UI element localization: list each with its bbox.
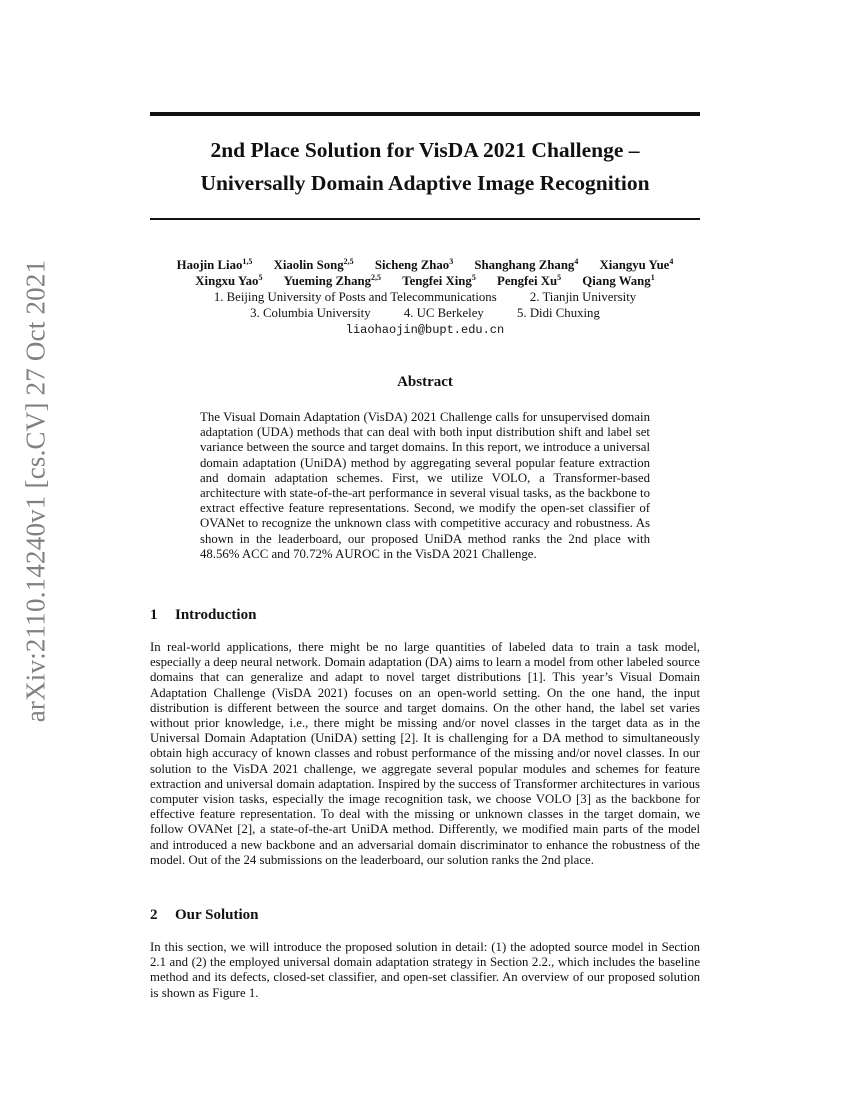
author: Tengfei Xing$^5$ [402,273,476,288]
author: Haojin Liao$^{1,5}$ [176,257,253,272]
affiliation: 3. Columbia University [250,306,371,320]
affiliation: 4. UC Berkeley [403,306,484,320]
affiliation: 5. Didi Chuxing [517,306,600,320]
author: Xiaolin Song$^{2,5}$ [273,257,354,272]
author: Xingxu Yao$^5$ [195,273,263,288]
email-row [130,321,720,338]
title-top-rule [150,112,700,116]
affiliation: 2. Tianjin University [529,290,637,304]
author: Yueming Zhang$^{2,5}$ [283,273,382,288]
section-title: Our Solution [175,907,259,923]
section-1-paragraph: In real-world applications, there might be no large quantities of labeled data to train a task model, especially a deep neural network. Domain adaptation (DA) aims to learn a model from other labeled source domains that can generalize and adapt to novel target distributions [1]. This year’s Visual Domain Adaptation Challenge (VisDA 2021) focuses on an open-world setting. On the one hand, the input distribution is different between the source and target domains. On the other hand, the label set varies without prior knowledge, i.e., there might be missing and/or novel classes in the target data as in the Universal Domain Adaptation (UniDA) setting [2]. It is challenging for a DA method to simultaneously obtain high accuracy of known classes and robust performance of the missing and/or novel classes. In our solution to the VisDA 2021 challenge, we aggregate several popular modules and schemes for feature extraction and universal domain adaptation. Inspired by the success of Transformer architectures in various computer vision tasks, especially the image recognition task, we choose VOLO [3] as the backbone for effective feature representation. To deal with the missing or unknown classes in the target domain, we follow OVANet [2], a state-of-the-art UniDA method. Differently, we modified main parts of the model and introduced a new backbone and an adversarial domain discriminator to enhance the robustness of the model. Out of the 24 submissions on the leaderboard, our solution ranks the 2nd place. [150,640,700,867]
paper-title [150,134,700,200]
author-block [130,257,720,338]
arxiv-identifier: arXiv:2110.14240v1 [cs.CV] 27 Oct 2021 [20,259,51,723]
author: Pengfei Xu$^5$ [497,273,562,288]
section-title: Introduction [175,607,257,623]
section-1-heading [150,607,700,624]
title-bottom-rule [150,218,700,220]
abstract-text: The Visual Domain Adaptation (VisDA) 2021 Challenge calls for unsupervised domain adaptation (UDA) methods that can deal with both input distribution shift and label set variance between the source and target domains. In this report, we introduce a universal domain adaptation (UniDA) method by aggregating several popular feature extraction and domain adaptation schemes. First, we utilize VOLO, a Transformer-based architecture with state-of-the-art performance in several visual tasks, as the backbone to extract effective feature representations. Second, we modify the open-set classifier of OVANet to recognize the unknown class with competitive accuracy and robustness. As shown in the leaderboard, our proposed UniDA method ranks the 2nd place with 48.56% ACC and 70.72% AUROC in the VisDA 2021 Challenge. [200,410,650,561]
title-line-1: 2nd Place Solution for VisDA 2021 Challenge – [210,138,640,162]
author: Shanghang Zhang$^4$ [474,257,579,272]
author: Sicheng Zhao$^3$ [374,257,454,272]
section-2-heading [150,907,700,924]
authors-row-2 [130,273,720,289]
author: Qiang Wang$^1$ [582,273,655,288]
authors-row-1 [130,257,720,273]
arxiv-sidebar [14,259,58,723]
contact-email: liaohaojin@bupt.edu.cn [345,323,505,337]
section-number: 1 [150,607,158,623]
affiliation: 1. Beijing University of Posts and Telecommunications [213,290,497,304]
title-line-2: Universally Domain Adaptive Image Recognition [200,171,650,195]
section-2-paragraph: In this section, we will introduce the proposed solution in detail: (1) the adopted source model in Section 2.1 and (2) the employed universal domain adaptation strategy in Section 2.2., which includes the baseline method and its defects, closed-set classifier, and open-set classifier. An overview of our proposed solution is shown as Figure 1. [150,940,700,1000]
abstract-heading: Abstract [397,374,453,390]
section-number: 2 [150,907,158,923]
affiliations-row-2 [130,305,720,321]
affiliations-row-1 [130,289,720,305]
author: Xiangyu Yue$^4$ [599,257,674,272]
